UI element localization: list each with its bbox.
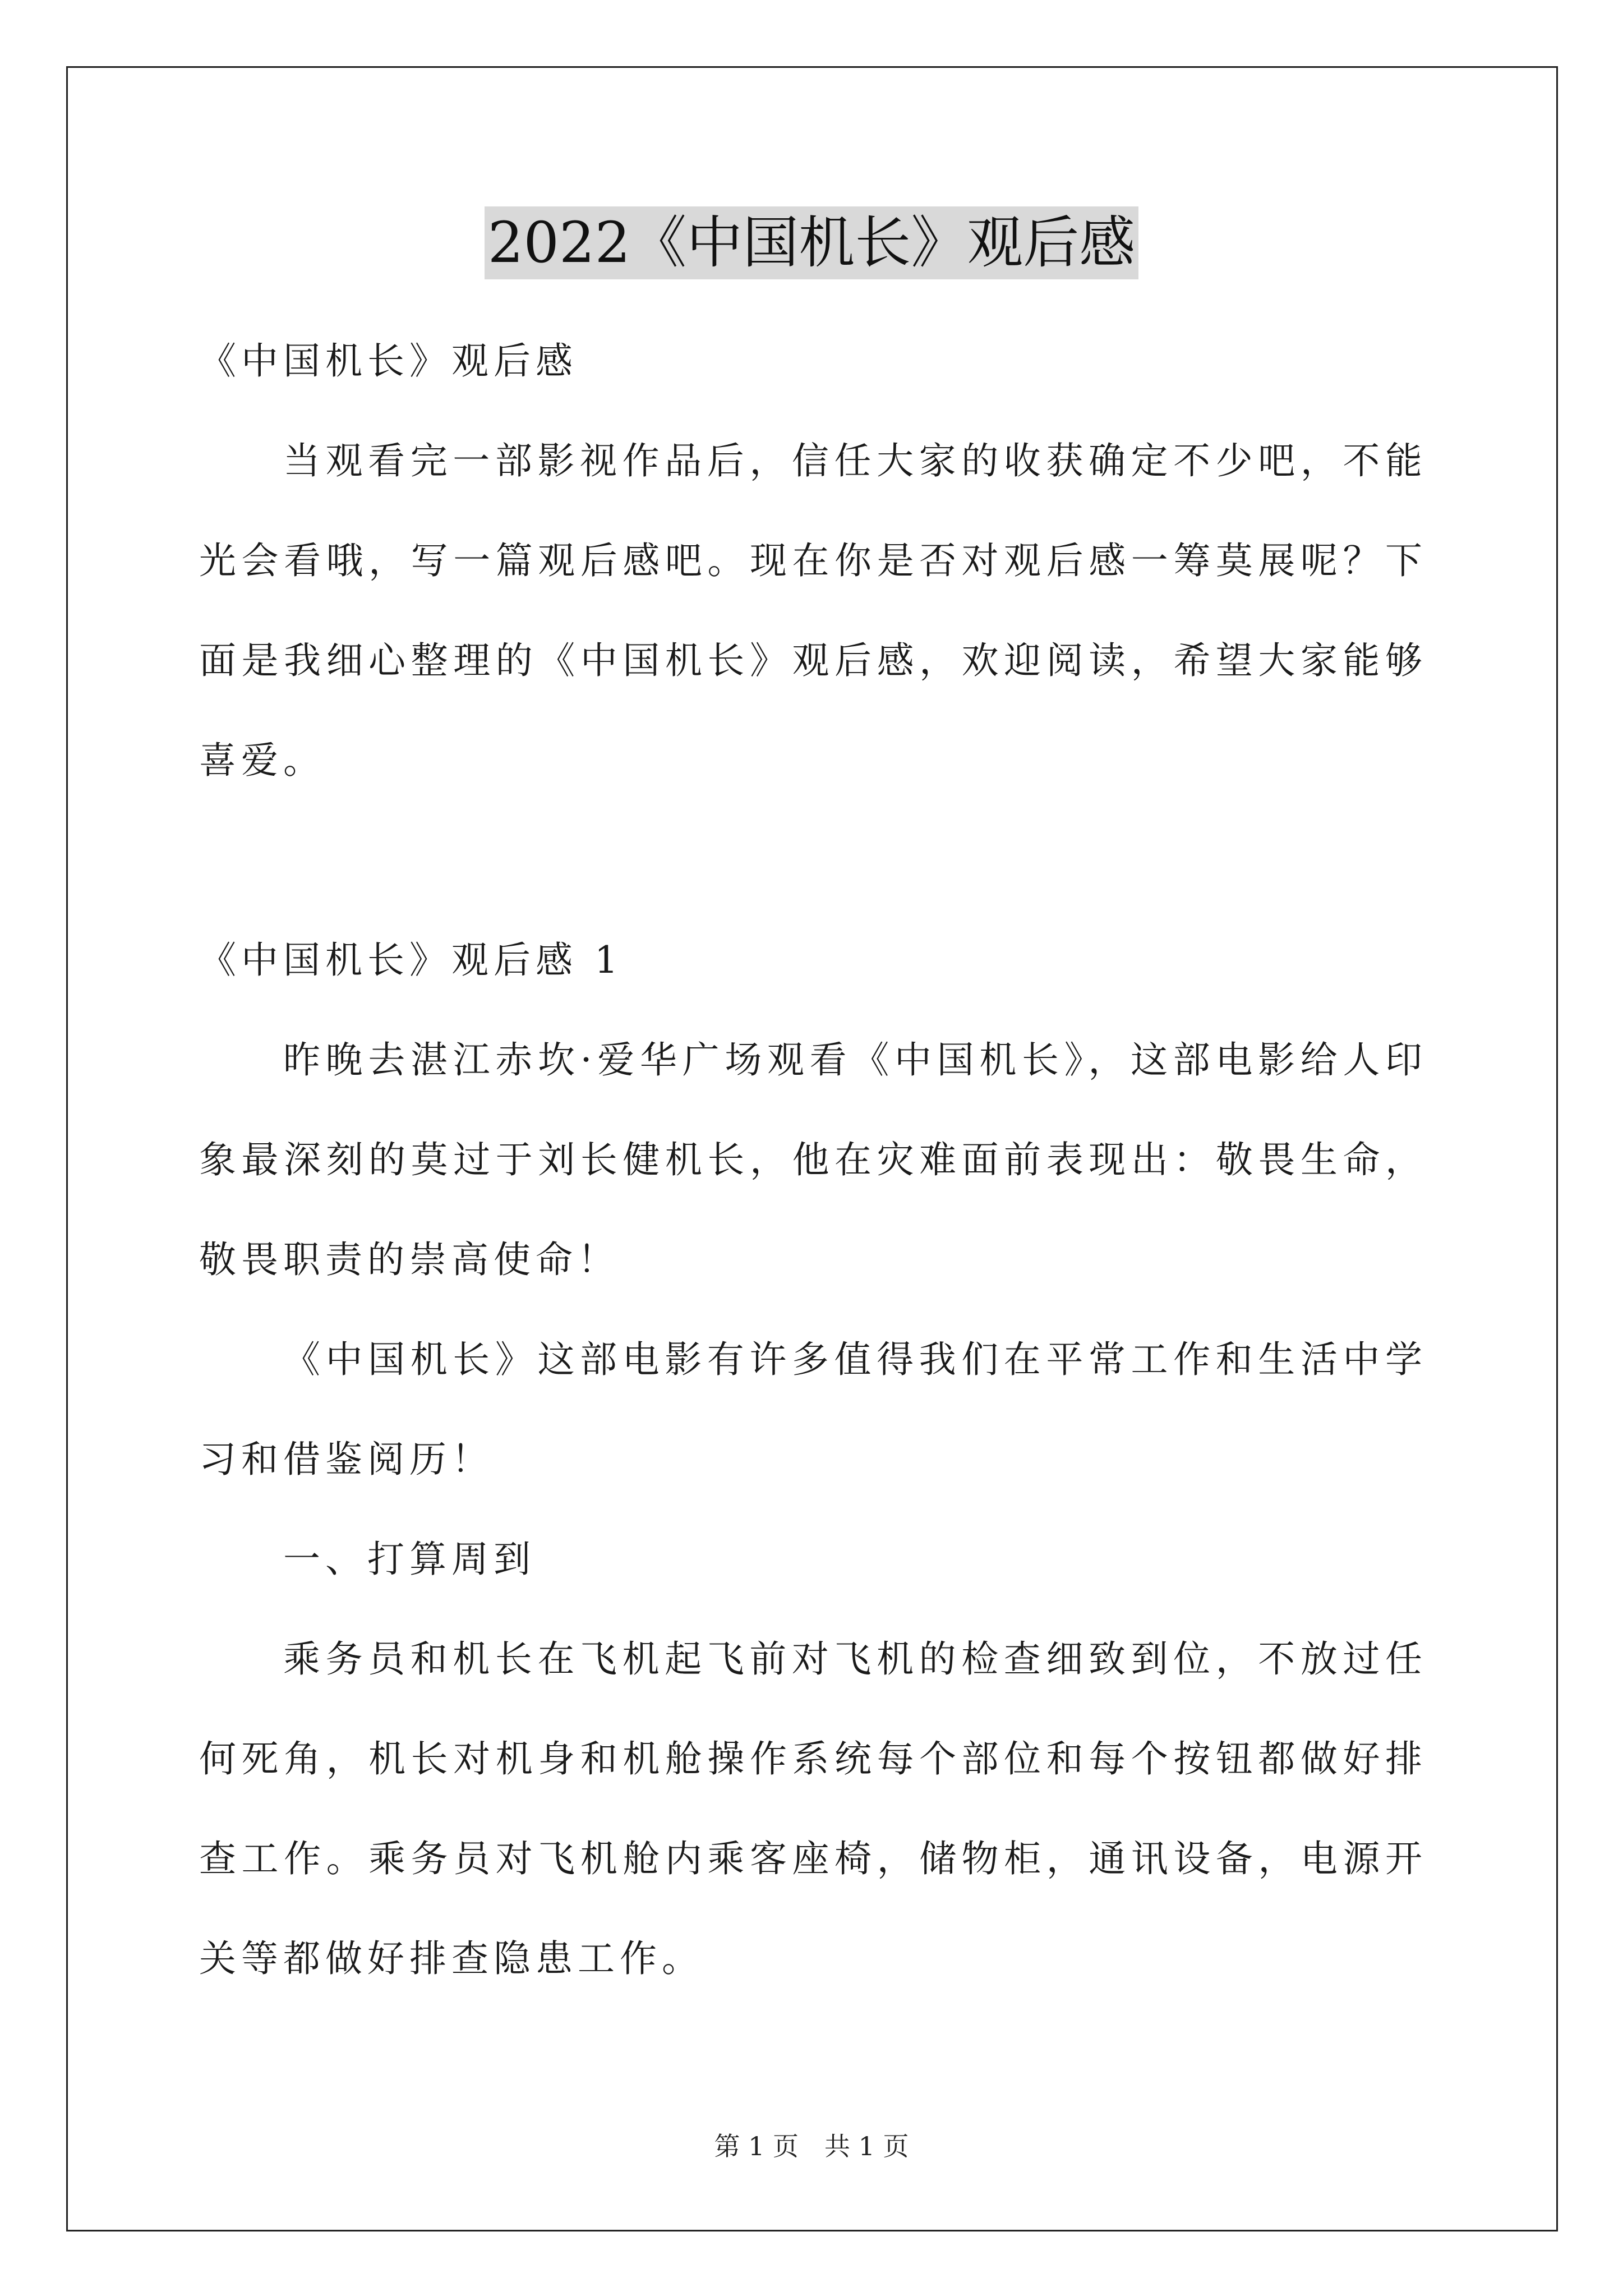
title-container (0, 206, 1623, 279)
page-number: 第 1 页 (714, 2131, 799, 2161)
body-paragraph: 乘务员和机长在飞机起飞前对飞机的检查细致到位，不放过任何死角，机长对机身和机舱操作系统每个部位和每个按钮都做好排查工作。乘务员对飞机舱内乘客座椅，储物柜，通讯设备，电源开关等都做好排查隐患工作。 (199, 1637, 1427, 1980)
body-paragraph: 《中国机长》这部电影有许多值得我们在平常工作和生活中学习和借鉴阅历！ (199, 1338, 1427, 1481)
blank-line (199, 811, 1427, 910)
subsection-heading: 一、打算周到 (283, 1538, 536, 1581)
main-heading: 《中国机长》观后感 (199, 339, 578, 383)
document-body (199, 311, 1427, 2009)
intro-paragraph: 当观看完一部影视作品后，信任大家的收获确定不少吧，不能光会看哦，写一篇观后感吧。现在你是否对观后感一筹莫展呢？下面是我细心整理的《中国机长》观后感，欢迎阅读，希望大家能够喜爱。 (199, 439, 1427, 782)
page-footer (0, 2126, 1623, 2163)
document-title: 2022《中国机长》观后感 (485, 206, 1139, 279)
body-paragraph: 昨晚去湛江赤坎·爱华广场观看《中国机长》，这部电影给人印象最深刻的莫过于刘长健机长，他在灾难面前表现出：敬畏生命，敬畏职责的崇高使命！ (199, 1038, 1427, 1281)
page-total: 共 1 页 (824, 2131, 909, 2161)
section-heading: 《中国机长》观后感 1 (199, 938, 623, 982)
